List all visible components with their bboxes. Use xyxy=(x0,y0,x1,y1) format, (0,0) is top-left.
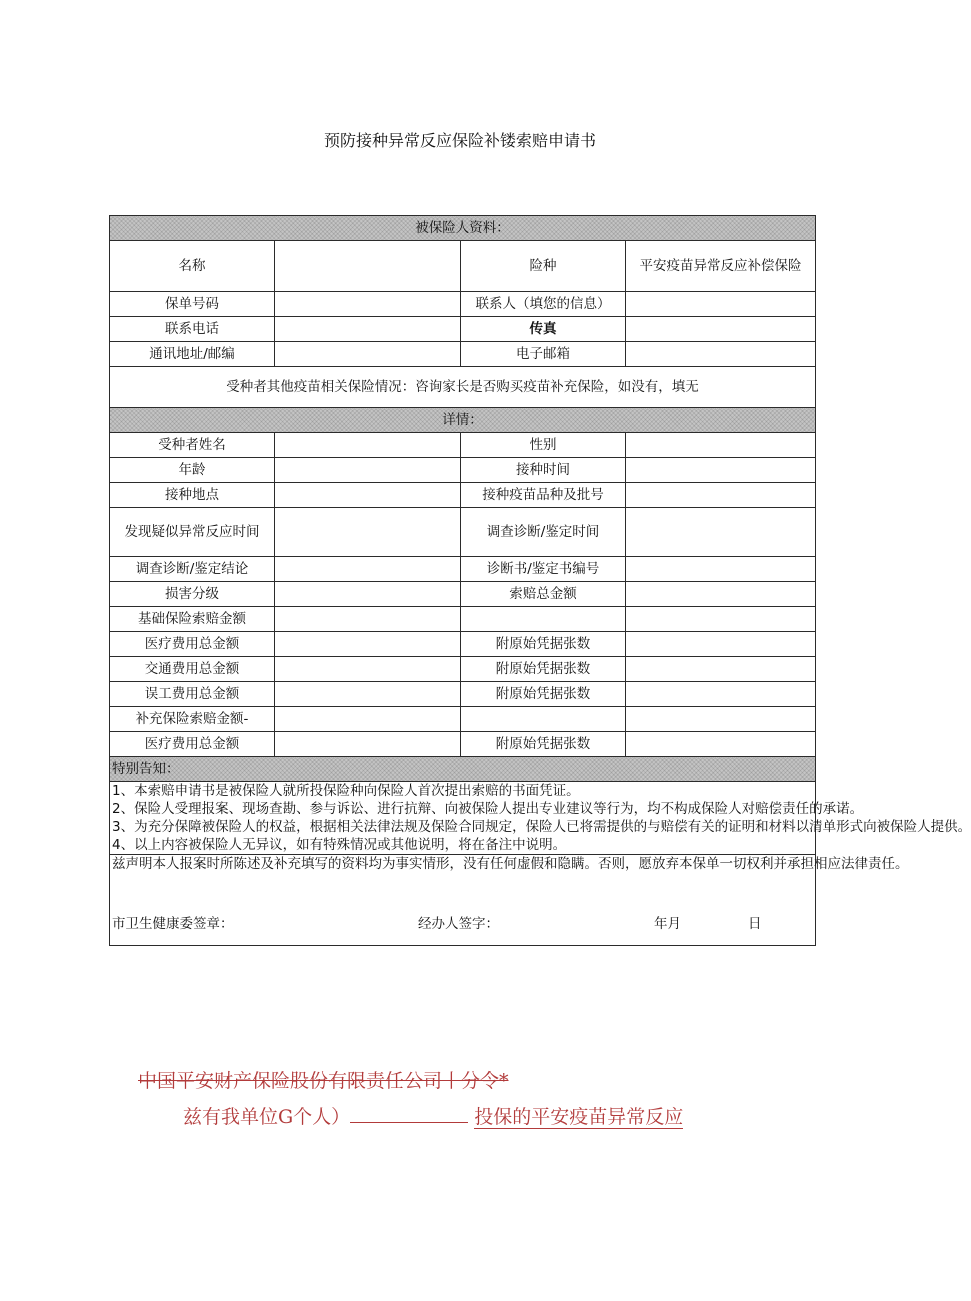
diagnosis-conclusion-label: 调查诊断/鉴定结论 xyxy=(110,557,275,582)
gender-field[interactable] xyxy=(626,433,816,458)
email-field[interactable] xyxy=(626,342,816,367)
traffic-total-field[interactable] xyxy=(275,657,461,682)
declaration-cell xyxy=(110,855,909,946)
age-label: 年龄 xyxy=(110,458,275,483)
name-field[interactable] xyxy=(275,241,461,292)
insured-section-header: 被保险人资料： xyxy=(110,216,816,241)
suspected-reaction-time-label: 发现疑似异常反应时间 xyxy=(110,508,275,557)
notice-section-header: 特别告知： xyxy=(110,757,816,782)
basic-claim-field[interactable] xyxy=(275,607,461,632)
supplementary-claim-blank-2 xyxy=(626,707,816,732)
medical-total-label: 医疗费用总金额 xyxy=(110,632,275,657)
phone-label: 联系电话 xyxy=(110,317,275,342)
medical-total-field-2[interactable] xyxy=(275,732,461,757)
medical-total-field[interactable] xyxy=(275,632,461,657)
vaccination-time-label: 接种时间 xyxy=(461,458,626,483)
medical-receipts-field-2[interactable] xyxy=(626,732,816,757)
lost-work-receipts-label: 附原始凭据张数 xyxy=(461,682,626,707)
supplementary-claim-blank xyxy=(461,707,626,732)
notice-item-1: 1、本索赔申请书是被保险人就所投保险种向保险人首次提出索赔的书面凭证。 xyxy=(112,783,580,799)
contact-person-field[interactable] xyxy=(626,292,816,317)
handwritten-line-2-part-2: 投保的平安疫苗异常反应 xyxy=(474,1106,684,1128)
name-label: 名称 xyxy=(110,241,275,292)
contact-person-label: 联系人（填您的信息） xyxy=(461,292,626,317)
supplementary-claim-field[interactable] xyxy=(275,707,461,732)
vaccination-place-label: 接种地点 xyxy=(110,483,275,508)
notice-item-4: 4、以上内容被保险人无异议，如有特殊情况或其他说明，将在备注中说明。 xyxy=(112,837,567,853)
claim-total-field[interactable] xyxy=(626,582,816,607)
fax-field[interactable] xyxy=(626,317,816,342)
notice-item-2: 2、保险人受理报案、现场查勘、参与诉讼、进行抗辩、向被保险人提出专业建议等行为，均不构成保险人对赔偿责任的承诺。 xyxy=(112,801,864,817)
vaccinee-name-field[interactable] xyxy=(275,433,461,458)
traffic-receipts-label: 附原始凭据张数 xyxy=(461,657,626,682)
basic-claim-blank-2 xyxy=(626,607,816,632)
details-section-header: 详情： xyxy=(110,408,816,433)
declaration-text: 兹声明本人报案时所陈述及补充填写的资料均为事实情形，没有任何虚假和隐瞒。否则，愿放弃本保单一切权利并承担相应法律责任。 xyxy=(112,856,909,872)
diagnosis-time-label: 调查诊断/鉴定时间 xyxy=(461,508,626,557)
diagnosis-conclusion-field[interactable] xyxy=(275,557,461,582)
insurance-type-label: 险种 xyxy=(461,241,626,292)
vaccine-type-batch-label: 接种疫苗品种及批号 xyxy=(461,483,626,508)
handwritten-blank-line xyxy=(350,1110,468,1123)
diagnosis-time-field[interactable] xyxy=(626,508,816,557)
lost-work-total-field[interactable] xyxy=(275,682,461,707)
vaccination-time-field[interactable] xyxy=(626,458,816,483)
day-label: 日 xyxy=(748,916,762,932)
basic-claim-blank xyxy=(461,607,626,632)
handler-sign-label: 经办人签字： xyxy=(418,916,499,932)
vaccinee-name-label: 受种者姓名 xyxy=(110,433,275,458)
medical-receipts-label-2: 附原始凭据张数 xyxy=(461,732,626,757)
lost-work-receipts-field[interactable] xyxy=(626,682,816,707)
fax-label: 传真 xyxy=(461,317,626,342)
handwritten-line-2-part-1: 兹有我单位G个人） xyxy=(183,1106,351,1128)
policy-no-label: 保单号码 xyxy=(110,292,275,317)
notice-body xyxy=(110,782,971,855)
medical-receipts-label: 附原始凭据张数 xyxy=(461,632,626,657)
diagnosis-cert-no-field[interactable] xyxy=(626,557,816,582)
medical-receipts-field[interactable] xyxy=(626,632,816,657)
supplementary-claim-label: 补充保险索赔金额- xyxy=(110,707,275,732)
signature-row xyxy=(112,915,813,945)
health-committee-seal-label: 市卫生健康委签章： xyxy=(112,916,234,932)
policy-no-field[interactable] xyxy=(275,292,461,317)
age-field[interactable] xyxy=(275,458,461,483)
claim-form-table xyxy=(109,215,971,946)
address-field[interactable] xyxy=(275,342,461,367)
document-title: 预防接种异常反应保险补镂索赔申请书 xyxy=(323,131,596,150)
notice-item-3: 3、为充分保障被保险人的权益，根据相关法律法规及保险合同规定，保险人已将需提供的与赔偿有关的证明和材料以清单形式向被保险人提供。 xyxy=(112,819,971,835)
medical-total-label-2: 医疗费用总金额 xyxy=(110,732,275,757)
email-label: 电子邮箱 xyxy=(461,342,626,367)
lost-work-total-label: 误工费用总金额 xyxy=(110,682,275,707)
other-insurance-text: 受种者其他疫苗相关保险情况：咨询家长是否购买疫苗补充保险，如没有，填无 xyxy=(110,367,816,408)
vaccination-place-field[interactable] xyxy=(275,483,461,508)
suspected-reaction-time-field[interactable] xyxy=(275,508,461,557)
year-month-label: 年月 xyxy=(654,916,681,932)
basic-claim-label: 基础保险索赔金额 xyxy=(110,607,275,632)
claim-total-label: 索赔总金额 xyxy=(461,582,626,607)
diagnosis-cert-no-label: 诊断书/鉴定书编号 xyxy=(461,557,626,582)
insurance-type-value: 平安疫苗异常反应补偿保险 xyxy=(626,241,816,292)
damage-grade-field[interactable] xyxy=(275,582,461,607)
address-label: 通讯地址/邮编 xyxy=(110,342,275,367)
phone-field[interactable] xyxy=(275,317,461,342)
traffic-receipts-field[interactable] xyxy=(626,657,816,682)
damage-grade-label: 损害分级 xyxy=(110,582,275,607)
vaccine-type-batch-field[interactable] xyxy=(626,483,816,508)
gender-label: 性别 xyxy=(461,433,626,458)
traffic-total-label: 交通费用总金额 xyxy=(110,657,275,682)
handwritten-line-2 xyxy=(183,1102,683,1129)
handwritten-line-1: 中国平安财产保险股份有限责任公司丨分令* xyxy=(138,1070,509,1092)
